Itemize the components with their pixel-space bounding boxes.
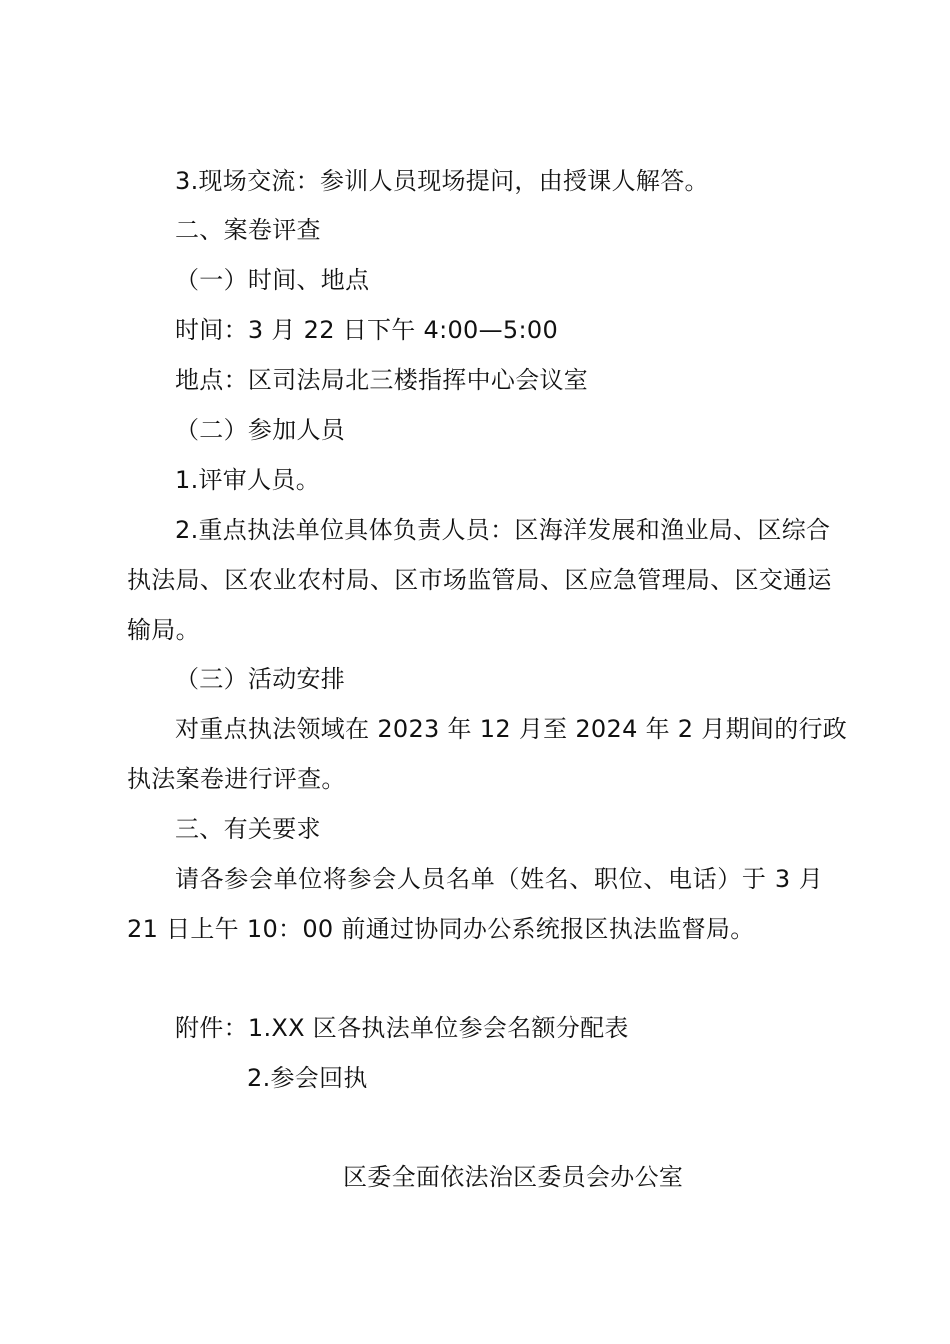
paragraph-key-units-line-2: 执法局、区农业农村局、区市场监管局、区应急管理局、区交通运 <box>127 566 832 594</box>
heading-requirements: 三、有关要求 <box>175 815 321 843</box>
paragraph-time: 时间：3 月 22 日下午 4:00—5:00 <box>175 316 559 344</box>
paragraph-place: 地点：区司法局北三楼指挥中心会议室 <box>175 366 589 394</box>
paragraph-review-scope-line-1: 对重点执法领域在 2023 年 12 月至 2024 年 2 月期间的行政 <box>175 715 848 743</box>
heading-case-review: 二、案卷评查 <box>175 216 321 244</box>
attachment-1: 附件：1.XX 区各执法单位参会名额分配表 <box>175 1014 629 1042</box>
paragraph-requirements-line-1: 请各参会单位将参会人员名单（姓名、职位、电话）于 3 月 <box>175 865 823 893</box>
issuing-office-signature: 区委全面依法治区委员会办公室 <box>343 1163 684 1191</box>
paragraph-on-site-exchange: 3.现场交流：参训人员现场提问，由授课人解答。 <box>175 167 709 195</box>
paragraph-requirements-line-2: 21 日上午 10：00 前通过协同办公系统报区执法监督局。 <box>127 915 755 943</box>
subheading-time-place: （一）时间、地点 <box>175 266 370 294</box>
paragraph-key-units-line-1: 2.重点执法单位具体负责人员：区海洋发展和渔业局、区综合 <box>175 516 831 544</box>
paragraph-reviewers: 1.评审人员。 <box>175 466 320 494</box>
paragraph-review-scope-line-2: 执法案卷进行评查。 <box>127 765 346 793</box>
subheading-participants: （二）参加人员 <box>175 416 346 444</box>
subheading-activity-arrangement: （三）活动安排 <box>175 665 346 693</box>
paragraph-key-units-line-3: 输局。 <box>127 616 200 644</box>
attachment-2: 2.参会回执 <box>247 1064 368 1092</box>
